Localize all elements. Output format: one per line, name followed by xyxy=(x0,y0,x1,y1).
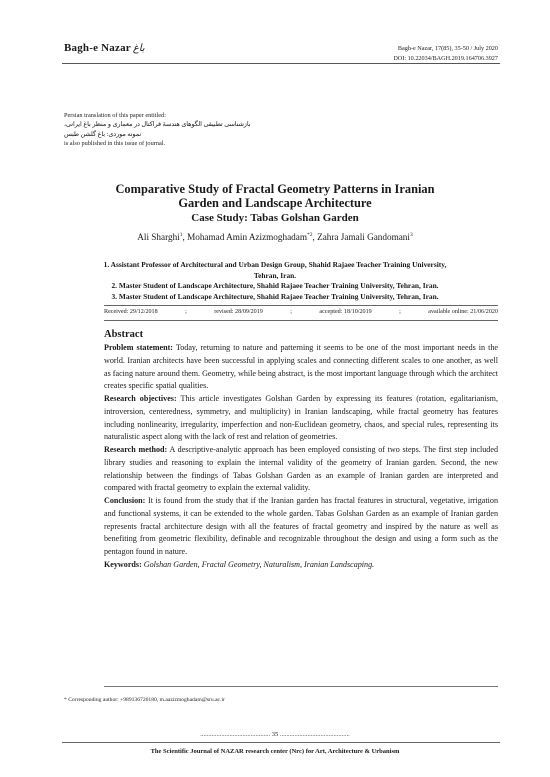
citation-block xyxy=(393,44,498,64)
research-objectives-text: This article investigates Golshan Garden by expressing its features (rotation, egalitarianism, introversion, centeredness, symmetry, and multiplicity) in Iranian landscaping, while fractal geometry has features including nonlinearity, irregularity, imperfection and non-Euclidean geometry, chaos, and special rules, representing its naturalistic aspect along with the lack of rest and relation of geometries. xyxy=(104,394,498,442)
abstract-section xyxy=(104,328,498,572)
journal-logo-text: Bagh-e Nazar xyxy=(64,42,131,54)
abstract-bottom-divider xyxy=(104,686,498,687)
page-number-line xyxy=(184,731,366,738)
keywords-text: Golshan Garden, Fractal Geometry, Naturalism, Iranian Landscaping. xyxy=(141,559,375,569)
date-separator: ; xyxy=(185,309,187,315)
affiliation-item: 1. Assistant Professor of Architectural and Urban Design Group, Shahid Rajaee Teacher Training University, Tehran, Iran. xyxy=(103,260,447,280)
author-name: Ali Sharghi xyxy=(137,232,180,243)
paper-title-line-2: Garden and Landscape Architecture xyxy=(178,196,372,210)
author-separator: , xyxy=(312,232,318,243)
dates-top-divider xyxy=(104,305,498,306)
research-objectives-label: Research objectives: xyxy=(104,394,177,403)
dates-row xyxy=(104,309,498,315)
page-number-dots-right: ........................................... xyxy=(279,731,350,738)
author-list xyxy=(60,232,490,242)
revised-date: revised: 28/09/2019 xyxy=(214,309,263,315)
accepted-date: accepted: 18/10/2019 xyxy=(319,309,372,315)
conclusion-text: It is found from the study that if the Iranian garden has fractal features in structural, vegetative, irrigation and functional systems, it can be extended to the whole garden. Tabas Golshan Garden as an example of Iranian garden represents fractal architecture design with all the features of fractal geometry and inspired by the nature as well as benefiting from geometric flexibility, definable and recognizable throughout the design and using a form such as the pentagon found in nature. xyxy=(104,496,498,556)
author-superscript: 3 xyxy=(409,232,413,238)
citation-text: Bagh-e Nazar, 17(85), 35-50 / July 2020 xyxy=(397,45,498,52)
date-separator: ; xyxy=(290,309,292,315)
keywords-label: Keywords: xyxy=(104,559,142,569)
persian-note-intro: Persian translation of this paper entitled: xyxy=(64,112,166,119)
online-date: available online: 21/06/2020 xyxy=(428,309,498,315)
affiliation-item: 3. Master Student of Landscape Architecture, Shahid Rajaee Teacher Training University, Tehran, Iran. xyxy=(111,291,439,301)
research-method-text: A descriptive-analytic approach has been employed consisting of two steps. The first step included library studies and reasoning to explain the internal validity of the geometry of Iranian garden. Second, the new relationship between the findings of Tabas Golshan Garden as an example of Iranian garden are interpreted and compared with fractal geometry to explain the external validity. xyxy=(104,445,498,493)
persian-translation-note xyxy=(64,111,314,148)
paper-subtitle: Case Study: Tabas Golshan Garden xyxy=(191,212,359,224)
author-superscript: 1 xyxy=(179,232,183,238)
persian-title-line-2: نمونه موردی: باغ گلشن طبس xyxy=(64,130,142,138)
dates-bottom-divider xyxy=(104,320,498,321)
problem-statement-paragraph xyxy=(104,342,498,393)
author-separator: , xyxy=(182,232,188,243)
conclusion-label: Conclusion: xyxy=(104,496,146,505)
date-separator: ; xyxy=(399,309,401,315)
author-superscript: *2 xyxy=(307,232,313,238)
journal-footer: The Scientific Journal of NAZAR research center (Nrc) for Art, Architecture & Urbanism xyxy=(150,748,400,755)
corresponding-author-footnote: * Corresponding author: +989136726180, m.aazizmoghadam@sru.ac.ir xyxy=(64,697,225,703)
conclusion-paragraph xyxy=(104,495,498,559)
affiliation-item: 2. Master Student of Landscape Architecture, Shahid Rajaee Teacher Training University, Tehran, Iran. xyxy=(111,281,439,291)
header-divider xyxy=(62,63,500,64)
doi-link[interactable]: DOI: 10.22034/BAGH.2019.164706.3927 xyxy=(393,55,498,62)
received-date: Received: 29/12/2018 xyxy=(104,309,158,315)
research-method-paragraph xyxy=(104,444,498,495)
research-objectives-paragraph xyxy=(104,393,498,444)
persian-title-line-1: بازشناسی تطبیقی الگوهای هندسهٔ فراکتال در معماری و منظر باغ ایرانی، xyxy=(64,121,251,129)
keywords-paragraph xyxy=(104,559,498,572)
author-name: Zahra Jamali Gandomani xyxy=(317,232,410,243)
problem-statement-label: Problem statement: xyxy=(104,343,173,352)
problem-statement-text: Today, returning to nature and patterning it seems to be one of the most important needs in the world. Iranian architects have been successful in applying scales and connecting different scales to one another, as well as facing nature around them. Geometry, while being abstract, is the most important language through which the architect creates specific spatial qualities. xyxy=(104,343,499,391)
page-number-dots-left: ........................................... xyxy=(200,731,271,738)
paper-title xyxy=(95,182,455,210)
footer-divider xyxy=(62,742,500,743)
abstract-heading: Abstract xyxy=(104,329,144,340)
persian-note-outro: is also published in this issue of journal. xyxy=(64,139,166,147)
author-name: Mohamad Amin Azizmoghadam xyxy=(187,232,307,243)
affiliations xyxy=(100,260,450,302)
journal-logo xyxy=(64,42,145,54)
research-method-label: Research method: xyxy=(104,445,168,454)
page-number: 35 xyxy=(271,731,279,738)
paper-title-line-1: Comparative Study of Fractal Geometry Patterns in Iranian xyxy=(115,182,435,196)
journal-logo-glyph: باغ xyxy=(132,43,145,54)
